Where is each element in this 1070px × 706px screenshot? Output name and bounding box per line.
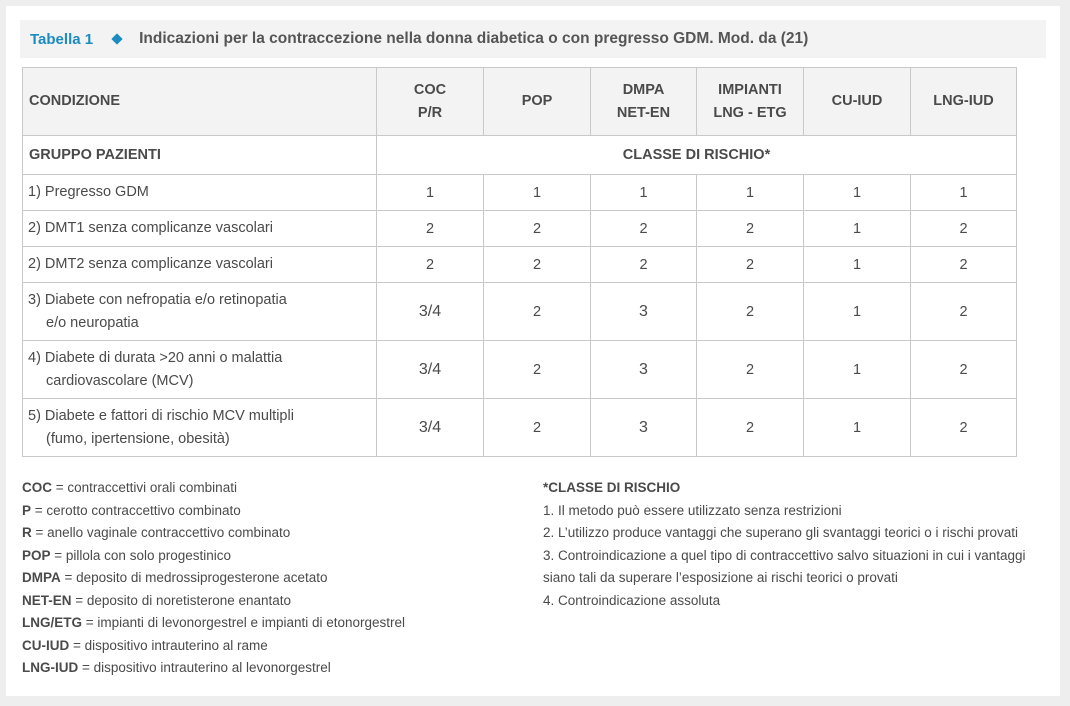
legend-item <box>22 567 522 590</box>
header-line: POP <box>521 93 553 109</box>
risk-value-cell: 2 <box>591 247 697 283</box>
column-header <box>804 68 911 136</box>
table-row <box>23 341 1017 399</box>
header-row <box>23 68 1017 136</box>
condition-cell <box>23 247 377 283</box>
risk-value-cell: 2 <box>484 247 591 283</box>
risk-value-cell: 1 <box>911 175 1017 211</box>
risk-value-cell: 2 <box>697 341 804 399</box>
table-row <box>23 247 1017 283</box>
diamond-icon <box>111 33 122 44</box>
risk-value-cell: 1 <box>697 175 804 211</box>
risk-value-cell: 2 <box>911 247 1017 283</box>
risk-value-cell: 1 <box>804 341 911 399</box>
risk-value-cell: 2 <box>911 399 1017 457</box>
condition-text: e/o neuropatia <box>46 314 139 331</box>
header-line: CONDIZIONE <box>29 93 121 109</box>
class-label: CLASSE DI RISCHIO* <box>377 136 1017 175</box>
risk-value-cell: 2 <box>484 211 591 247</box>
risk-value-cell: 2 <box>377 247 484 283</box>
header-line: COC <box>413 81 447 98</box>
risk-class-item: 3. Controindicazione a quel tipo di contraccettivo salvo situazioni in cui i vantaggi siano tali da superare l’esposizione ai rischi teorici o provati <box>543 547 1026 585</box>
risk-value-cell: 1 <box>591 175 697 211</box>
risk-value-cell: 3/4 <box>377 399 484 457</box>
risk-value-cell: 2 <box>697 283 804 341</box>
column-header <box>697 68 804 136</box>
header-line: IMPIANTI <box>718 81 782 98</box>
legend-item <box>22 635 522 658</box>
risk-value-cell: 3 <box>591 341 697 399</box>
risk-classes <box>543 477 1033 612</box>
legend-desc: = deposito di noretisterone enantato <box>71 592 292 608</box>
header-line: LNG-IUD <box>933 93 994 109</box>
column-header <box>911 68 1017 136</box>
condition-text: 1) Pregresso GDM <box>28 184 149 200</box>
column-header <box>377 68 484 136</box>
table-row <box>23 211 1017 247</box>
legend-abbr: DMPA <box>22 570 61 585</box>
table-number: Tabella 1 <box>30 30 94 48</box>
table-title: Indicazioni per la contraccezione nella donna diabetica o con pregresso GDM. Mod. da (21) <box>139 30 809 47</box>
risk-value-cell: 2 <box>911 283 1017 341</box>
condition-text: 2) DMT2 senza complicanze vascolari <box>28 256 273 272</box>
risk-value-cell: 1 <box>804 247 911 283</box>
legend-abbr: LNG/ETG <box>22 615 82 630</box>
column-header <box>484 68 591 136</box>
condition-text: 2) DMT1 senza complicanze vascolari <box>28 220 273 236</box>
risk-value-cell: 2 <box>377 211 484 247</box>
risk-value-cell: 2 <box>697 247 804 283</box>
risk-value-cell: 2 <box>911 341 1017 399</box>
legend-item <box>22 522 522 545</box>
table-row <box>23 175 1017 211</box>
legend-item <box>22 590 522 613</box>
condition-text: 5) Diabete e fattori di rischio MCV multipli <box>28 407 294 424</box>
title-bar <box>20 20 1046 58</box>
risk-value-cell: 2 <box>911 211 1017 247</box>
risk-value-cell: 2 <box>484 341 591 399</box>
risk-value-cell: 1 <box>804 399 911 457</box>
risk-value-cell: 2 <box>697 211 804 247</box>
risk-class-item: 1. Il metodo può essere utilizzato senza restrizioni <box>543 502 842 518</box>
risk-value-cell: 2 <box>484 399 591 457</box>
risk-value-cell: 3 <box>591 399 697 457</box>
header-line: P/R <box>417 104 443 121</box>
header-line: LNG - ETG <box>713 104 787 121</box>
legend-abbr: NET-EN <box>22 592 72 608</box>
column-header <box>23 68 377 136</box>
legend-abbr: R <box>22 525 32 540</box>
table-row <box>23 283 1017 341</box>
risk-value-cell: 1 <box>804 175 911 211</box>
risk-value-cell: 2 <box>697 399 804 457</box>
legend-item <box>22 612 522 635</box>
risk-class-item: 2. L’utilizzo produce vantaggi che superano gli svantaggi teorici o i rischi provati <box>543 525 1019 540</box>
table-row <box>23 399 1017 457</box>
risk-value-cell: 1 <box>484 175 591 211</box>
risk-classes-heading: *CLASSE DI RISCHIO <box>543 480 681 495</box>
legend-desc: = pillola con solo progestinico <box>50 547 231 563</box>
contraception-table <box>22 67 1017 457</box>
legend-item <box>22 657 522 680</box>
condition-cell <box>23 211 377 247</box>
legend-desc: = dispositivo intrauterino al rame <box>69 637 268 653</box>
risk-value-cell: 1 <box>804 283 911 341</box>
legend-desc: = contraccettivi orali combinati <box>52 480 237 495</box>
condition-cell <box>23 283 377 341</box>
legend-abbr: POP <box>22 547 51 563</box>
condition-text: cardiovascolare (MCV) <box>46 372 194 389</box>
risk-value-cell: 1 <box>804 211 911 247</box>
risk-class-item: 4. Controindicazione assoluta <box>543 592 721 608</box>
legend-abbr: CU-IUD <box>22 637 70 653</box>
legend-desc: = impianti di levonorgestrel e impianti di etonorgestrel <box>82 615 406 630</box>
column-header <box>591 68 697 136</box>
legend-item <box>22 500 522 523</box>
risk-value-cell: 3 <box>591 283 697 341</box>
header-line: CU-IUD <box>831 93 883 109</box>
risk-value-cell: 1 <box>377 175 484 211</box>
legend-item <box>22 545 522 568</box>
risk-value-cell: 3/4 <box>377 341 484 399</box>
condition-text: (fumo, ipertensione, obesità) <box>46 430 230 447</box>
header-line: DMPA <box>622 81 665 98</box>
condition-text: 3) Diabete con nefropatia e/o retinopatia <box>28 291 287 308</box>
condition-cell <box>23 399 377 457</box>
legend-item <box>22 477 522 500</box>
legend-desc: = deposito di medrossiprogesterone acetato <box>60 570 328 585</box>
abbreviations-legend <box>22 477 522 680</box>
legend-desc: = cerotto contraccettivo combinato <box>31 502 241 518</box>
group-row <box>23 136 1017 175</box>
legend-desc: = anello vaginale contraccettivo combinato <box>31 525 291 540</box>
condition-text: 4) Diabete di durata >20 anni o malattia <box>28 349 283 366</box>
legend-desc: = dispositivo intrauterino al levonorgestrel <box>78 660 331 675</box>
condition-cell <box>23 341 377 399</box>
legend-abbr: P <box>22 502 32 518</box>
header-line: NET-EN <box>616 104 671 121</box>
legend-abbr: COC <box>22 480 52 495</box>
legend-abbr: LNG-IUD <box>22 660 79 675</box>
risk-value-cell: 2 <box>591 211 697 247</box>
group-label: GRUPPO PAZIENTI <box>23 136 377 175</box>
risk-value-cell: 2 <box>484 283 591 341</box>
condition-cell <box>23 175 377 211</box>
risk-value-cell: 3/4 <box>377 283 484 341</box>
